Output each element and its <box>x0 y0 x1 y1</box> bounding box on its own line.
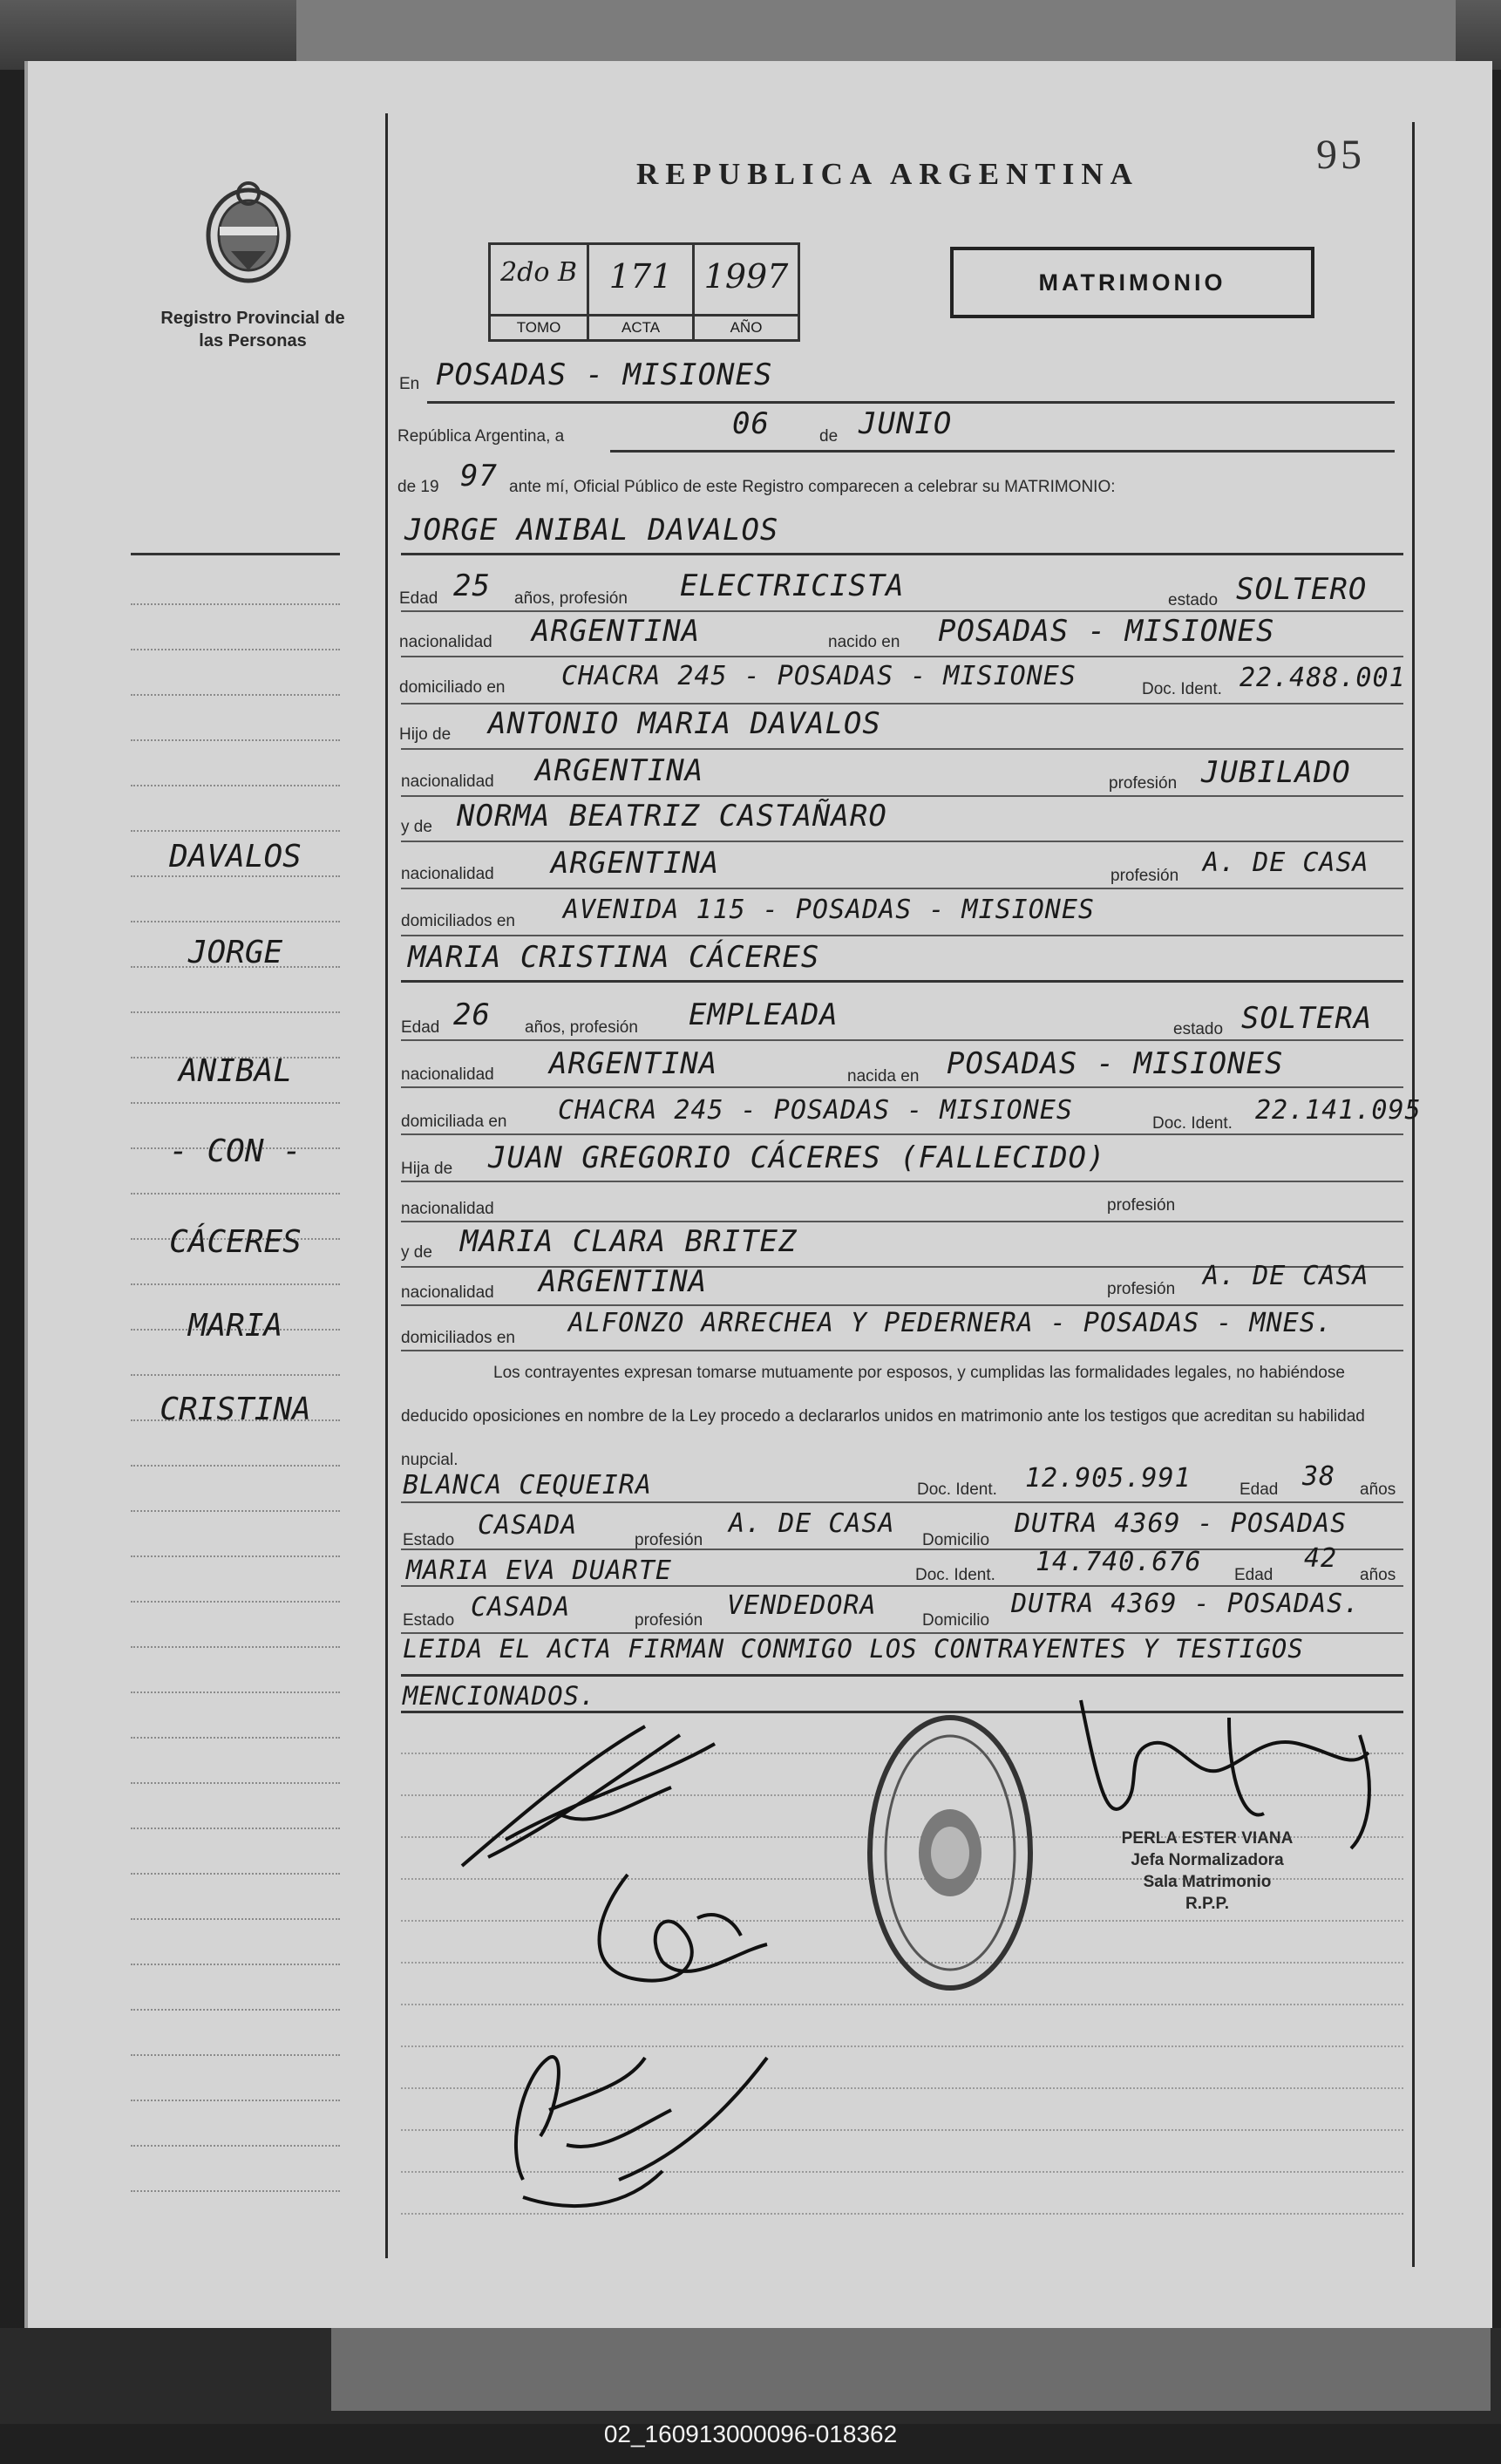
margin-rule <box>131 921 340 922</box>
groom-address: CHACRA 245 - POSADAS - MISIONES <box>561 661 1077 691</box>
margin-name-0: DAVALOS <box>169 839 302 875</box>
country-title: REPUBLICA ARGENTINA <box>636 157 1139 191</box>
margin-rule <box>131 1873 340 1875</box>
groom-domiciliado-label: domiciliado en <box>399 678 506 697</box>
republica-label: República Argentina, a <box>397 427 565 446</box>
groom-signature-icon <box>453 1709 750 1883</box>
margin-top-line <box>131 553 340 555</box>
bride-doc-label: Doc. Ident. <box>1152 1114 1233 1133</box>
margin-name-6: CRISTINA <box>160 1392 311 1427</box>
next-page-edge <box>296 0 1456 70</box>
place-value: POSADAS - MISIONES <box>436 357 773 392</box>
bride-domiciliada-label: domiciliada en <box>401 1113 507 1131</box>
bride-nacionalidad-label: nacionalidad <box>401 1065 494 1084</box>
page-number: 95 <box>1316 132 1365 178</box>
closing-line-1: LEIDA EL ACTA FIRMAN CONMIGO LOS CONTRAYENTES Y TESTIGOS <box>403 1634 1304 1664</box>
witness1-age: 38 <box>1302 1461 1336 1492</box>
field-line <box>401 656 1403 657</box>
bride-mother: MARIA CLARA BRITEZ <box>460 1224 798 1259</box>
witness1-estado-label: Estado <box>403 1531 455 1549</box>
acta-cell <box>589 245 695 339</box>
groom-domiciliados-label: domiciliados en <box>401 912 515 930</box>
statement: ante mí, Oficial Público de este Registro comparecen a celebrar su MATRIMONIO: <box>509 478 1116 496</box>
bride-mother-nationality: ARGENTINA <box>539 1264 708 1299</box>
witness1-profession: A. DE CASA <box>729 1508 895 1539</box>
groom-mother-nationality: ARGENTINA <box>551 846 720 881</box>
official-name: PERLA ESTER VIANA <box>1121 1829 1294 1848</box>
witness2-doc-label: Doc. Ident. <box>915 1566 995 1584</box>
day-value: 06 <box>732 406 770 441</box>
margin-rule <box>131 694 340 696</box>
bride-edad-label: Edad <box>401 1018 440 1037</box>
groom-hijo-label: Hijo de <box>399 725 452 744</box>
margin-name-1: JORGE <box>187 935 283 970</box>
witness2-doc-id: 14.740.676 <box>1036 1547 1202 1577</box>
witness1-doc-label: Doc. Ident. <box>917 1480 997 1499</box>
en-label: En <box>399 375 420 393</box>
witness2-estado-label: Estado <box>403 1611 455 1630</box>
margin-name-5: MARIA <box>187 1308 283 1344</box>
witness1-domicilio-label: Domicilio <box>922 1531 990 1549</box>
tomo-cell <box>491 245 589 339</box>
margin-rule <box>131 1918 340 1920</box>
bride-nacida-label: nacida en <box>847 1067 920 1086</box>
groom-mother-nacionalidad-label: nacionalidad <box>401 865 494 883</box>
margin-rule <box>131 2190 340 2192</box>
groom-age: 25 <box>453 568 491 603</box>
bride-signature-icon <box>488 2005 784 2215</box>
field-line <box>401 888 1403 889</box>
witness2-address: DUTRA 4369 - POSADAS. <box>1011 1589 1361 1619</box>
field-line <box>401 703 1403 704</box>
field-line <box>401 748 1403 750</box>
margin-rule <box>131 1374 340 1376</box>
witness2-edad-label: Edad <box>1234 1566 1273 1584</box>
groom-father-nationality: ARGENTINA <box>535 753 704 788</box>
margin-rule <box>131 1465 340 1467</box>
margin-rule <box>131 1782 340 1784</box>
margin-rule <box>131 1510 340 1512</box>
witness2-domicilio-label: Domicilio <box>922 1611 990 1630</box>
witness2-age: 42 <box>1304 1543 1338 1574</box>
field-line <box>401 1221 1403 1222</box>
margin-rule <box>131 649 340 650</box>
bride-name-line <box>401 980 1403 983</box>
bride-mother-profession: A. DE CASA <box>1203 1261 1369 1291</box>
groom-nacido-label: nacido en <box>828 633 900 651</box>
witness1-profesion-label: profesión <box>635 1531 703 1549</box>
official-signature-block <box>1107 1828 1307 1915</box>
bride-nationality: ARGENTINA <box>549 1046 718 1081</box>
bride-parents-address: ALFONZO ARRECHEA Y PEDERNERA - POSADAS - MNES. <box>568 1308 1333 1338</box>
groom-estado-label: estado <box>1168 591 1219 609</box>
coat-of-arms-icon <box>200 174 296 288</box>
record-box <box>488 242 800 342</box>
field-line <box>401 610 1403 612</box>
right-border <box>1412 122 1415 2267</box>
background-top <box>0 0 1501 70</box>
groom-mother-profession: A. DE CASA <box>1203 847 1369 878</box>
bride-address: CHACRA 245 - POSADAS - MISIONES <box>558 1095 1073 1126</box>
margin-rule <box>131 875 340 877</box>
field-line <box>401 1086 1403 1088</box>
margin-rule <box>131 2054 340 2056</box>
date-line <box>610 450 1395 453</box>
groom-doc-label: Doc. Ident. <box>1142 680 1222 698</box>
acta-label: ACTA <box>589 314 692 339</box>
margin-name-3: - CON - <box>169 1133 302 1169</box>
document-type-box: MATRIMONIO <box>950 247 1314 318</box>
margin-rule <box>131 1646 340 1648</box>
margin-rule <box>131 603 340 605</box>
bride-doc-id: 22.141.095 <box>1255 1095 1422 1126</box>
groom-yde-label: y de <box>401 818 432 836</box>
witness1-civil-status: CASADA <box>478 1510 578 1541</box>
groom-mother-profesion-label: profesión <box>1110 867 1179 885</box>
bride-domiciliados-label: domiciliados en <box>401 1329 515 1347</box>
image-footer-id: 02_160913000096-018362 <box>603 2420 898 2447</box>
bride-mother-nacionalidad-label: nacionalidad <box>401 1283 494 1302</box>
margin-rule <box>131 1601 340 1603</box>
closing-line-1-rule <box>401 1674 1403 1677</box>
field-line <box>401 1181 1403 1182</box>
groom-parents-address: AVENIDA 115 - POSADAS - MISIONES <box>563 895 1095 925</box>
background-bottom <box>0 2328 1501 2424</box>
official-org: R.P.P. <box>1185 1895 1229 1913</box>
witness1-address: DUTRA 4369 - POSADAS <box>1015 1508 1348 1539</box>
witness1-edad-label: Edad <box>1240 1480 1279 1499</box>
groom-father-profesion-label: profesión <box>1109 774 1178 793</box>
witness2-anos-label: años <box>1360 1566 1396 1584</box>
groom-birthplace: POSADAS - MISIONES <box>938 614 1275 649</box>
groom-father-profession: JUBILADO <box>1201 755 1351 790</box>
field-line <box>401 1133 1403 1135</box>
bride-profession: EMPLEADA <box>689 997 839 1032</box>
margin-name-4: CÁCERES <box>169 1224 302 1260</box>
margin-rule <box>131 830 340 832</box>
groom-profesion-label: años, profesión <box>514 589 628 608</box>
groom-mother: NORMA BEATRIZ CASTAÑARO <box>457 799 887 834</box>
margin-rule <box>131 739 340 741</box>
margin-rule <box>131 1737 340 1739</box>
groom-name: JORGE ANIBAL DAVALOS <box>404 513 779 548</box>
closing-line-2: MENCIONADOS. <box>403 1681 596 1711</box>
margin-rule <box>131 1011 340 1013</box>
field-line <box>401 1549 1403 1550</box>
margin-rule <box>131 1964 340 1965</box>
groom-father-nacionalidad-label: nacionalidad <box>401 773 494 791</box>
groom-name-line <box>401 553 1403 555</box>
bride-name: MARIA CRISTINA CÁCERES <box>408 940 820 975</box>
month-value: JUNIO <box>859 406 953 441</box>
bride-hija-label: Hija de <box>401 1160 453 1178</box>
groom-civil-status: SOLTERO <box>1236 572 1368 607</box>
witness-signature-icon <box>567 1866 784 1997</box>
witness2-civil-status: CASADA <box>471 1592 571 1623</box>
field-line <box>401 841 1403 842</box>
bride-civil-status: SOLTERA <box>1241 1001 1373 1036</box>
groom-edad-label: Edad <box>399 589 438 608</box>
de-label: de <box>819 427 839 446</box>
margin-rule <box>131 2009 340 2011</box>
groom-doc-id: 22.488.001 <box>1240 663 1406 693</box>
place-line <box>427 401 1395 404</box>
field-line <box>401 1304 1403 1306</box>
witness1-anos-label: años <box>1360 1480 1396 1499</box>
ano-cell <box>695 245 798 339</box>
groom-nationality: ARGENTINA <box>532 614 701 649</box>
groom-nacionalidad-label: nacionalidad <box>399 633 492 651</box>
ano-value: 1997 <box>703 257 789 296</box>
acta-value: 171 <box>608 257 673 296</box>
field-line <box>401 1039 1403 1041</box>
official-title: Jefa Normalizadora <box>1131 1851 1284 1869</box>
field-line <box>401 1501 1403 1503</box>
margin-rule <box>131 2145 340 2147</box>
margin-rule <box>131 1555 340 1557</box>
bride-profesion-label: años, profesión <box>525 1018 638 1037</box>
margin-rule <box>131 1691 340 1693</box>
witness2-profesion-label: profesión <box>635 1611 703 1630</box>
tomo-label: TOMO <box>491 314 587 339</box>
declaration-text: Los contrayentes expresan tomarse mutuamente por esposos, y cumplidas las formalidades legales, no habiéndose deducido oposiciones en nombre de la Ley procedo a declararlos unidos en matrimonio ante los testigos que acreditan su habilidad nupcial. <box>401 1364 1365 1469</box>
bride-father-profesion-label: profesión <box>1107 1196 1176 1215</box>
groom-father: ANTONIO MARIA DAVALOS <box>488 706 881 741</box>
witness2-profession: VENDEDORA <box>727 1590 877 1621</box>
year-suffix: 97 <box>460 459 498 493</box>
margin-name-2: ANIBAL <box>178 1053 293 1089</box>
bride-birthplace: POSADAS - MISIONES <box>947 1046 1284 1081</box>
margin-rule <box>131 1102 340 1104</box>
margin-rule <box>131 2100 340 2101</box>
underlying-sheet <box>331 2328 1491 2411</box>
margin-rule <box>131 1828 340 1829</box>
official-stamp-icon <box>863 1709 1037 1997</box>
bride-father: JUAN GREGORIO CÁCERES (FALLECIDO) <box>488 1140 1106 1175</box>
official-office: Sala Matrimonio <box>1143 1873 1272 1891</box>
registry-name: Registro Provincial de las Personas <box>160 309 345 351</box>
witness1-doc-id: 12.905.991 <box>1025 1463 1192 1494</box>
bride-age: 26 <box>453 997 491 1032</box>
witness2-name: MARIA EVA DUARTE <box>406 1555 672 1586</box>
bride-yde-label: y de <box>401 1243 432 1262</box>
groom-profession: ELECTRICISTA <box>680 568 905 603</box>
bride-mother-profesion-label: profesión <box>1107 1280 1176 1298</box>
field-line <box>401 935 1403 936</box>
ano-label: AÑO <box>695 314 798 339</box>
year-prefix: de 19 <box>397 478 439 496</box>
margin-rule <box>131 785 340 786</box>
witness1-name: BLANCA CEQUEIRA <box>403 1470 652 1501</box>
margin-rule <box>131 1283 340 1285</box>
margin-divider <box>385 113 388 2258</box>
margin-rule <box>131 1193 340 1195</box>
bride-father-nacionalidad-label: nacionalidad <box>401 1200 494 1218</box>
tomo-value: 2do B <box>500 257 578 288</box>
field-line <box>401 795 1403 797</box>
bride-estado-label: estado <box>1173 1020 1224 1038</box>
